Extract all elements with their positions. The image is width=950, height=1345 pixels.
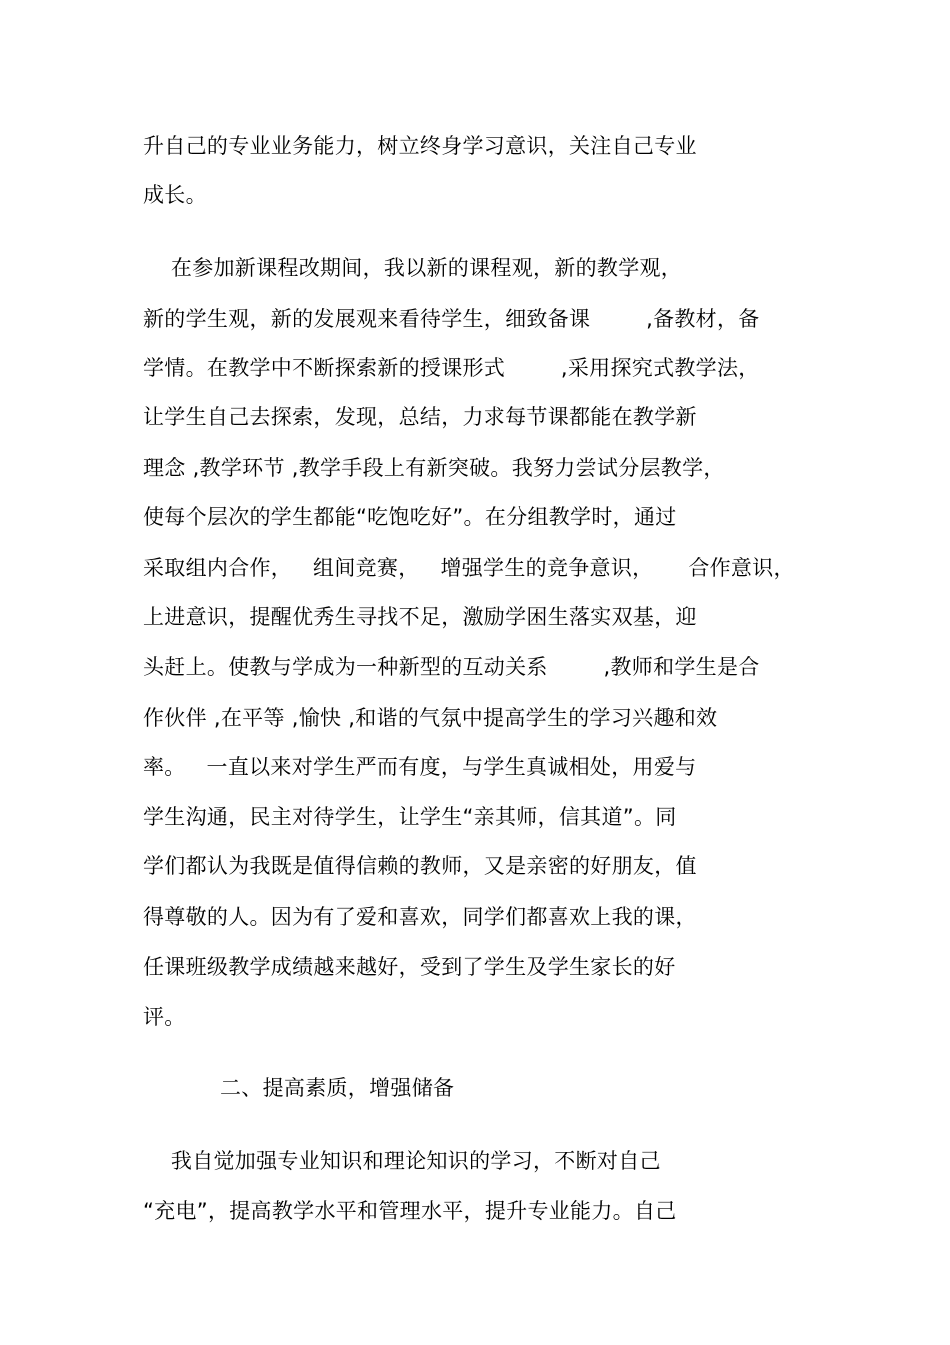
text-line: 头赶上。使教与学成为一种新型的互动关系 ,教师和学生是合 — [143, 655, 760, 679]
text-line: 采取组内合作， 组间竞赛， 增强学生的竞争意识， 合作意识， — [143, 556, 795, 580]
text-line: 新的学生观，新的发展观来看待学生，细致备课 ,备教材，备 — [143, 307, 760, 331]
text-line: 让学生自己去探索，发现，总结，力求每节课都能在教学新 — [143, 405, 697, 429]
text-line: 率。 一直以来对学生严而有度，与学生真诚相处，用爱与 — [143, 755, 697, 779]
text-line: 理念 ,教学环节 ,教学手段上有新突破。我努力尝试分层教学， — [143, 456, 725, 480]
text-line: 作伙伴 ,在平等 ,愉快 ,和谐的气氛中提高学生的学习兴趣和效 — [143, 706, 718, 730]
text-line: 得尊敬的人。因为有了爱和喜欢，同学们都喜欢上我的课， — [143, 905, 697, 929]
text-line: 学生沟通，民主对待学生，让学生“亲其师，信其道”。同 — [143, 805, 677, 829]
text-line: 成长。 — [143, 183, 207, 207]
text-line: 任课班级教学成绩越来越好，受到了学生及学生家长的好 — [143, 955, 676, 979]
text-line: 上进意识，提醒优秀生寻找不足，激励学困生落实双基，迎 — [143, 605, 697, 629]
text-line: 学们都认为我既是值得信赖的教师，又是亲密的好朋友，值 — [143, 854, 697, 878]
text-line: 升自己的专业业务能力，树立终身学习意识，关注自己专业 — [143, 134, 697, 158]
text-line: 在参加新课程改期间，我以新的课程观，新的教学观， — [143, 256, 683, 280]
text-line: 评。 — [143, 1005, 186, 1029]
text-line: 使每个层次的学生都能“吃饱吃好”。在分组教学时，通过 — [143, 505, 677, 529]
text-line: 学情。在教学中不断探索新的授课形式 ,采用探究式教学法， — [143, 356, 760, 380]
section-heading: 二、提高素质，增强储备 — [220, 1076, 455, 1100]
text-line: 我自觉加强专业知识和理论知识的学习，不断对自己 — [143, 1149, 661, 1173]
text-line: “充电”，提高教学水平和管理水平，提升专业能力。自己 — [143, 1199, 677, 1223]
